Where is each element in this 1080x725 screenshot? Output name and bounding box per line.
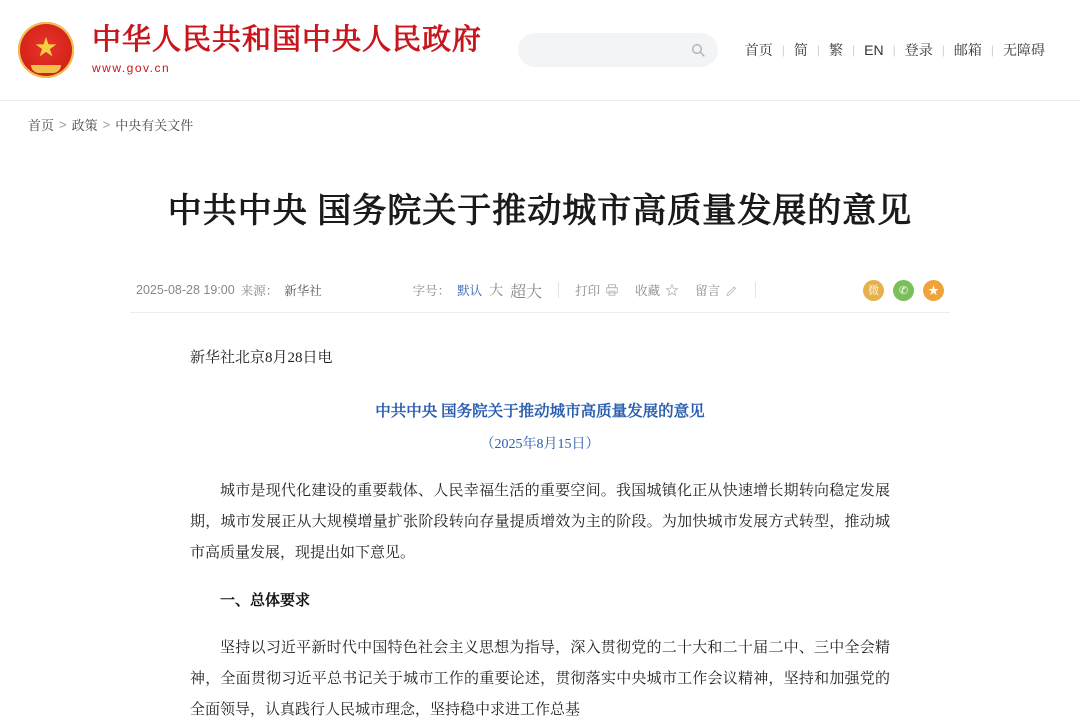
font-size-large[interactable]: 大 — [489, 282, 504, 299]
breadcrumb-item-home[interactable]: 首页 — [28, 117, 55, 133]
brand-subtitle: www.gov.cn — [92, 61, 171, 76]
nav-separator: | — [781, 43, 785, 57]
font-size-control — [413, 279, 543, 302]
site-header — [0, 0, 1080, 100]
source-name: 新华社 — [284, 284, 322, 299]
nav-separator: | — [892, 43, 896, 57]
page-title: 中共中央 国务院关于推动城市高质量发展的意见 — [167, 193, 913, 230]
article-body — [190, 313, 890, 725]
breadcrumb-separator: > — [59, 116, 67, 132]
favorite-share-icon[interactable]: ★ — [923, 280, 944, 301]
document-inner-title: 中共中央 国务院关于推动城市高质量发展的意见 — [375, 402, 705, 420]
print-label: 打印 — [575, 284, 601, 299]
breadcrumb — [0, 100, 1080, 147]
share-group — [863, 280, 944, 301]
publish-datetime: 2025-08-28 19:00 — [136, 283, 235, 298]
font-size-extra-large[interactable]: 超大 — [510, 283, 543, 301]
breadcrumb-separator: > — [102, 116, 111, 132]
divider — [755, 282, 756, 298]
nav-separator: | — [816, 43, 821, 57]
print-button[interactable] — [575, 281, 619, 299]
header-right — [518, 33, 1054, 67]
nav-item-simplified[interactable]: 简 — [793, 42, 808, 58]
favorite-button[interactable] — [635, 281, 679, 299]
nav-item-mail[interactable]: 邮箱 — [953, 42, 982, 58]
nav-item-traditional[interactable]: 繁 — [829, 42, 844, 58]
wechat-share-icon[interactable]: ✆ — [893, 280, 914, 301]
nav-item-home[interactable]: 首页 — [744, 42, 773, 58]
dateline: 新华社北京8月28日电 — [190, 349, 333, 366]
message-label: 留言 — [695, 284, 721, 299]
nav-item-english[interactable]: EN — [864, 42, 884, 58]
paragraph: 城市是现代化建设的重要载体、人民幸福生活的重要空间。我国城镇化正从快速增长期转向稳定发展期，城市发展正从大规模增量扩张阶段转向存量提质增效为主的阶段。为加快城市发展方式转型，推动城市高质量发展，现提出如下意见。 — [190, 483, 890, 561]
nav-item-accessibility[interactable]: 无障碍 — [1003, 42, 1045, 58]
article — [130, 189, 950, 725]
nav-item-login[interactable]: 登录 — [904, 42, 933, 58]
divider — [558, 282, 559, 298]
document-inner-date: （2025年8月15日） — [480, 437, 600, 453]
font-size-default[interactable]: 默认 — [457, 284, 483, 299]
search-box[interactable] — [518, 33, 718, 67]
message-button[interactable] — [695, 281, 739, 299]
pencil-icon — [725, 283, 739, 297]
header-nav — [736, 40, 1054, 60]
national-emblem-icon: ★ — [18, 22, 74, 78]
weibo-share-icon[interactable]: 微 — [863, 280, 884, 301]
favorite-label: 收藏 — [635, 284, 661, 299]
search-icon[interactable] — [690, 42, 706, 58]
article-meta-bar — [130, 269, 950, 313]
source-label: 来源： — [240, 284, 279, 299]
nav-separator: | — [941, 43, 945, 57]
search-input[interactable] — [510, 42, 690, 59]
printer-icon — [605, 283, 619, 297]
site-brand[interactable] — [18, 22, 482, 78]
brand-title: 中华人民共和国中央人民政府 — [92, 23, 483, 56]
nav-separator: | — [990, 43, 994, 57]
breadcrumb-item-policy[interactable]: 政策 — [71, 117, 98, 133]
breadcrumb-item-central-documents[interactable]: 中央有关文件 — [115, 117, 194, 133]
nav-separator: | — [852, 43, 856, 57]
section-heading: 一、总体要求 — [220, 593, 311, 610]
font-size-label: 字号： — [412, 284, 451, 299]
star-icon — [665, 283, 679, 297]
paragraph: 坚持以习近平新时代中国特色社会主义思想为指导，深入贯彻党的二十大和二十届二中、三中全会精神，全面贯彻习近平总书记关于城市工作的重要论述，贯彻落实中央城市工作会议精神，坚持和加强党的全面领导，认真践行人民城市理念，坚持稳中求进工作总基 — [190, 640, 890, 718]
